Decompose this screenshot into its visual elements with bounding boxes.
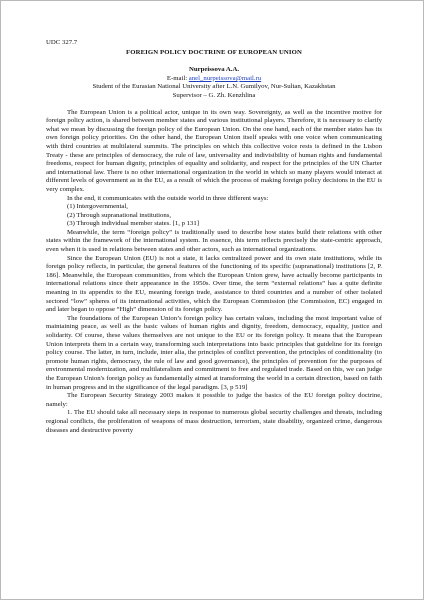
list-item-intergovernmental: (1) Intergovernmental, [67,203,128,211]
header-spacer [46,101,382,109]
paper-title: FOREIGN POLICY DOCTRINE OF EUROPEAN UNION [126,48,302,56]
paragraph-foreign-policy-term: Meanwhile, the term “foreign policy” is traditionally used to describe how states build their relations with other states within the framework of the international system. In essence, this term reflects precisely the state-centric approach, even when it is used in relations between states and other actors, such as international organizations. [46,228,382,254]
paragraph-ways: In the end, it communicates with the outside world in three different ways: [67,194,269,202]
paragraph-security-strategy: The European Security Strategy 2003 makes it possible to judge the basics of the EU foreign policy doctrine, namely: [46,392,382,408]
author-affiliation: Student of the Eurasian National University after L.N. Gumilyov, Nur-Sultan, Kazakhstan [92,83,336,91]
paper-page [46,39,382,435]
email-label: E-mail: [166,74,188,82]
paragraph-eu-not-state: Since the European Union (EU) is not a state, it lacks centralized power and its own state institutions, while its foreign policy reflects, in particular, the general features of the functioning of its specific (supranational) institutions [2, P. 186]. Meanwhile, the European communities, from which the European Union grew, have actually become participants in international relations since their appearance in the 1950s. Over time, the term “external relations” has a quite definite meaning in its appendix to the EU, meaning foreign trade, assistance to third countries and a number of other isolated sectored “low” spheres of its international activities, which the European Commission (the Commission, EC) engaged in and later began to oppose “High” dimension of its foreign policy. [46,254,382,314]
paragraph-foundations: The foundations of the European Union’s foreign policy has certain values, including the most important value of maintaining peace, as well as the basic values of human rights and dignity, freedom, democracy, equality, justice and solidarity. Of course, these values themselves are not unique to the EU or its foreign policy. It means that the European Union interprets them in a certain way, transforming such interpretations into basic principles that guideline for its foreign policy course. The latter, in turn, include, inter alia, the principles of conflict prevention, the principles of conditionality (to promote human rights, democracy, the rule of law and good governance), the principles of prevention for the purposes of environmental modernization, and multilateralism and commitment to free and regulated trade. Based on this, we can judge the European Union's foreign policy as fundamentally aimed at transforming the world in a certain direction, based on faith in human progress and in the significance of the legal paradigm. [3, p 519] [46,314,382,391]
author-name: Nurpeissova A.A. [188,66,240,74]
udc-code: UDC 327.7 [46,39,78,46]
email-link[interactable]: anel_nurpeissova@mail.ru [188,74,262,82]
list-item-member-states: (3) Through individual member states. [1, p 131] [67,220,200,228]
list-item-supranational: (2) Through supranational institutions, [67,211,172,219]
supervisor-line: Supervisor – G. Zh. Kenzhlina [172,91,256,99]
email-line [46,75,382,84]
paragraph-intro: The European Union is a political actor, unique in its own way. Sovereignty, as well as the incentive motive for foreign policy action, is shared between member states and various institutional players. Therefore, it is necessary to clarify what we mean by discussing the foreign policy of the European Union. On the one hand, each of the member states has its own foreign policy priorities. On the other hand, the European Union itself speaks with one voice when communicating with third countries at multilateral summits. The principles on which this collective voice rests is defined in the Lisbon Treaty - these are principles of democracy, the rule of law, universality and indivisibility of human rights and fundamental freedoms, respect for human dignity, principles of equality and solidarity, and respect for the principles of the UN Charter and international law. There is no other international organization in the world in which so many players would interact at different levels of government as in the EU, as a result of which the process of making foreign policy decisions in the EU is very complex. [46,108,382,193]
paragraph-point-one: 1. The EU should take all necessary steps in response to numerous global security challenges and threats, including regional conflicts, the proliferation of weapons of mass destruction, terrorism, state disability, organized crime, dangerous diseases and destructive poverty [46,409,382,434]
